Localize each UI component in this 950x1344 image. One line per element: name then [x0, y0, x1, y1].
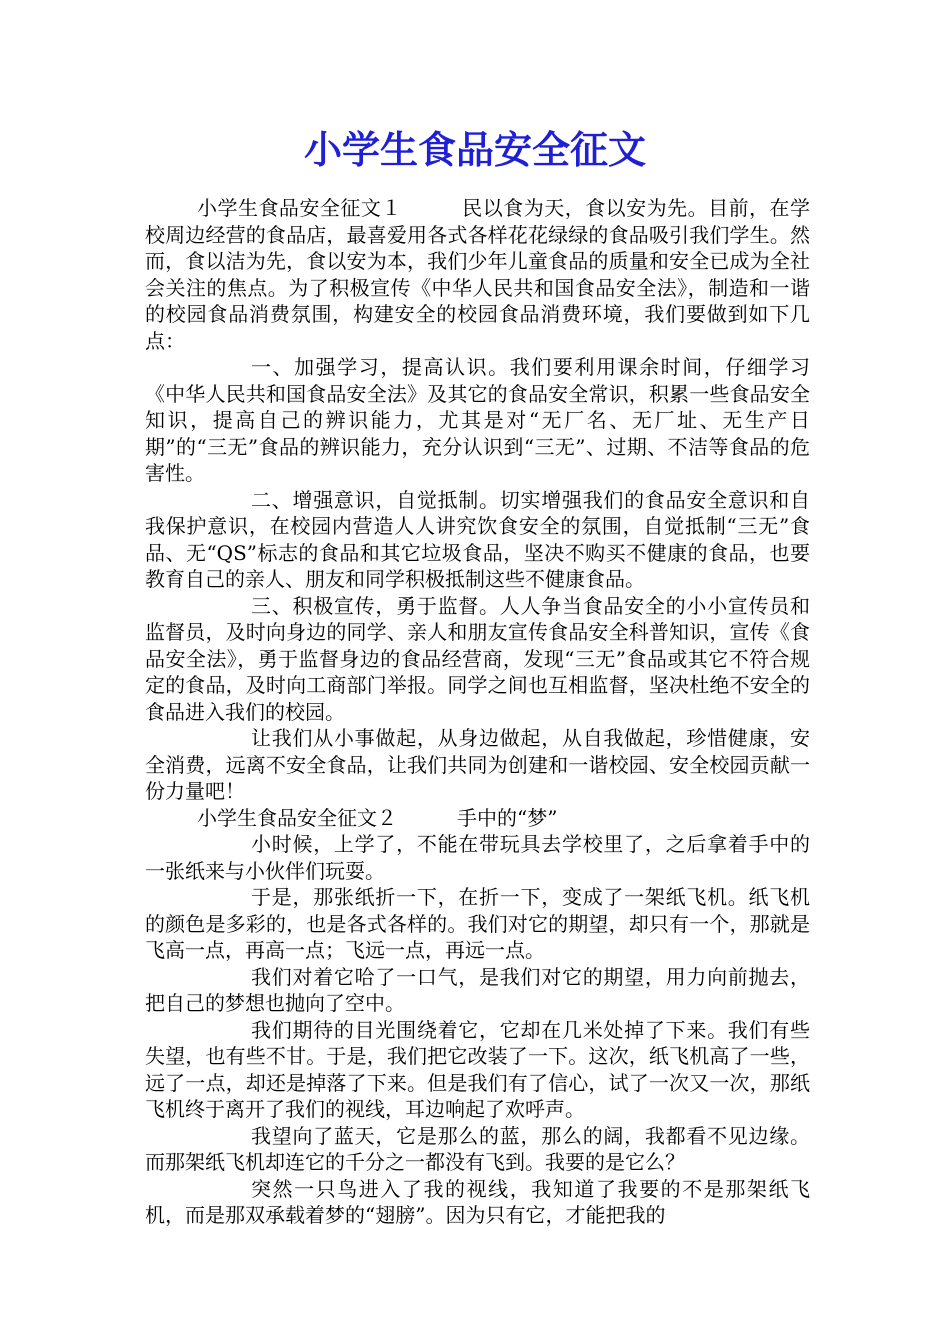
essay-2-heading: 小学生食品安全征文２ [197, 805, 397, 830]
essay-2-paragraph: 我望向了蓝天，它是那么的蓝，那么的阔，我都看不见边缘。而那架纸飞机却连它的千分之一都没有飞到。我要的是它么？ [145, 1123, 810, 1174]
essay-2-paragraph: 小时候，上学了，不能在带玩具去学校里了，之后拿着手中的一张纸来与小伙伴们玩耍。 [145, 832, 810, 883]
document-title: 小学生食品安全征文 [303, 127, 646, 172]
essay-2-subtitle: 手中的“梦” [457, 805, 558, 830]
essay-2-paragraph: 突然一只鸟进入了我的视线，我知道了我要的不是那架纸飞机，而是那双承载着梦的“翅膀”。因为只有它，才能把我的 [145, 1176, 810, 1227]
essay-1-paragraph: 三、积极宣传，勇于监督。人人争当食品安全的小小宣传员和监督员，及时向身边的同学、亲人和朋友宣传食品安全科普知识，宣传《食品安全法》，勇于监督身边的食品经营商，发现“三无”食品或其它不符合规定的食品，及时向工商部门举报。同学之间也互相监督，坚决杜绝不安全的食品进入我们的校园。 [145, 593, 810, 724]
essay-1-paragraph: 民以食为天，食以安为先。目前，在学校周边经营的食品店，最喜爱用各式各样花花绿绿的食品吸引我们学生。然而，食以洁为先，食以安为本，我们少年儿童食品的质量和安全已成为全社会关注的焦点。为了积极宣传《中华人民共和国食品安全法》，制造和一谐的校园食品消费氛围，构建安全的校园食品消费环境，我们要做到如下几点： [145, 196, 811, 353]
essay-2-paragraph: 我们期待的目光围绕着它，它却在几米处掉了下来。我们有些失望，也有些不甘。于是，我们把它改装了一下。这次，纸飞机高了一些，远了一点，却还是掉落了下来。但是我们有了信心，试了一次又一次，那纸飞机终于离开了我们的视线，耳边响起了欢呼声。 [145, 1017, 810, 1121]
essay-2-paragraph: 于是，那张纸折一下，在折一下，变成了一架纸飞机。纸飞机的颜色是多彩的，也是各式各样的。我们对它的期望，却只有一个，那就是飞高一点，再高一点；飞远一点，再远一点。 [145, 885, 810, 962]
essay-1-paragraph: 让我们从小事做起，从身边做起，从自我做起，珍惜健康，安全消费，远离不安全食品，让我们共同为创建和一谐校园、安全校园贡献一份力量吧！ [145, 726, 810, 803]
essay-1-paragraph: 一、加强学习，提高认识。我们要利用课余时间，仔细学习《中华人民共和国食品安全法》及其它的食品安全常识，积累一些食品安全知识，提高自己的辨识能力，尤其是对“无厂名、无厂址、无生产日期”的“三无”食品的辨识能力，充分认识到“三无”、过期、不洁等食品的危害性。 [145, 355, 810, 485]
essay-2-heading-paragraph [145, 805, 810, 832]
document-body [145, 195, 810, 1229]
essay-1-heading: 小学生食品安全征文１ [197, 196, 402, 220]
essay-2-paragraph: 我们对着它哈了一口气，是我们对它的期望，用力向前抛去，把自己的梦想也抛向了空中。 [145, 964, 810, 1015]
essay-1-heading-paragraph [145, 195, 810, 354]
essay-1-paragraph: 二、增强意识，自觉抵制。切实增强我们的食品安全意识和自我保护意识，在校园内营造人人讲究饮食安全的氛围，自觉抵制“三无”食品、无“QS”标志的食品和其它垃圾食品，坚决不购买不健康的食品，也要教育自己的亲人、朋友和同学积极抵制这些不健康食品。 [145, 487, 810, 591]
